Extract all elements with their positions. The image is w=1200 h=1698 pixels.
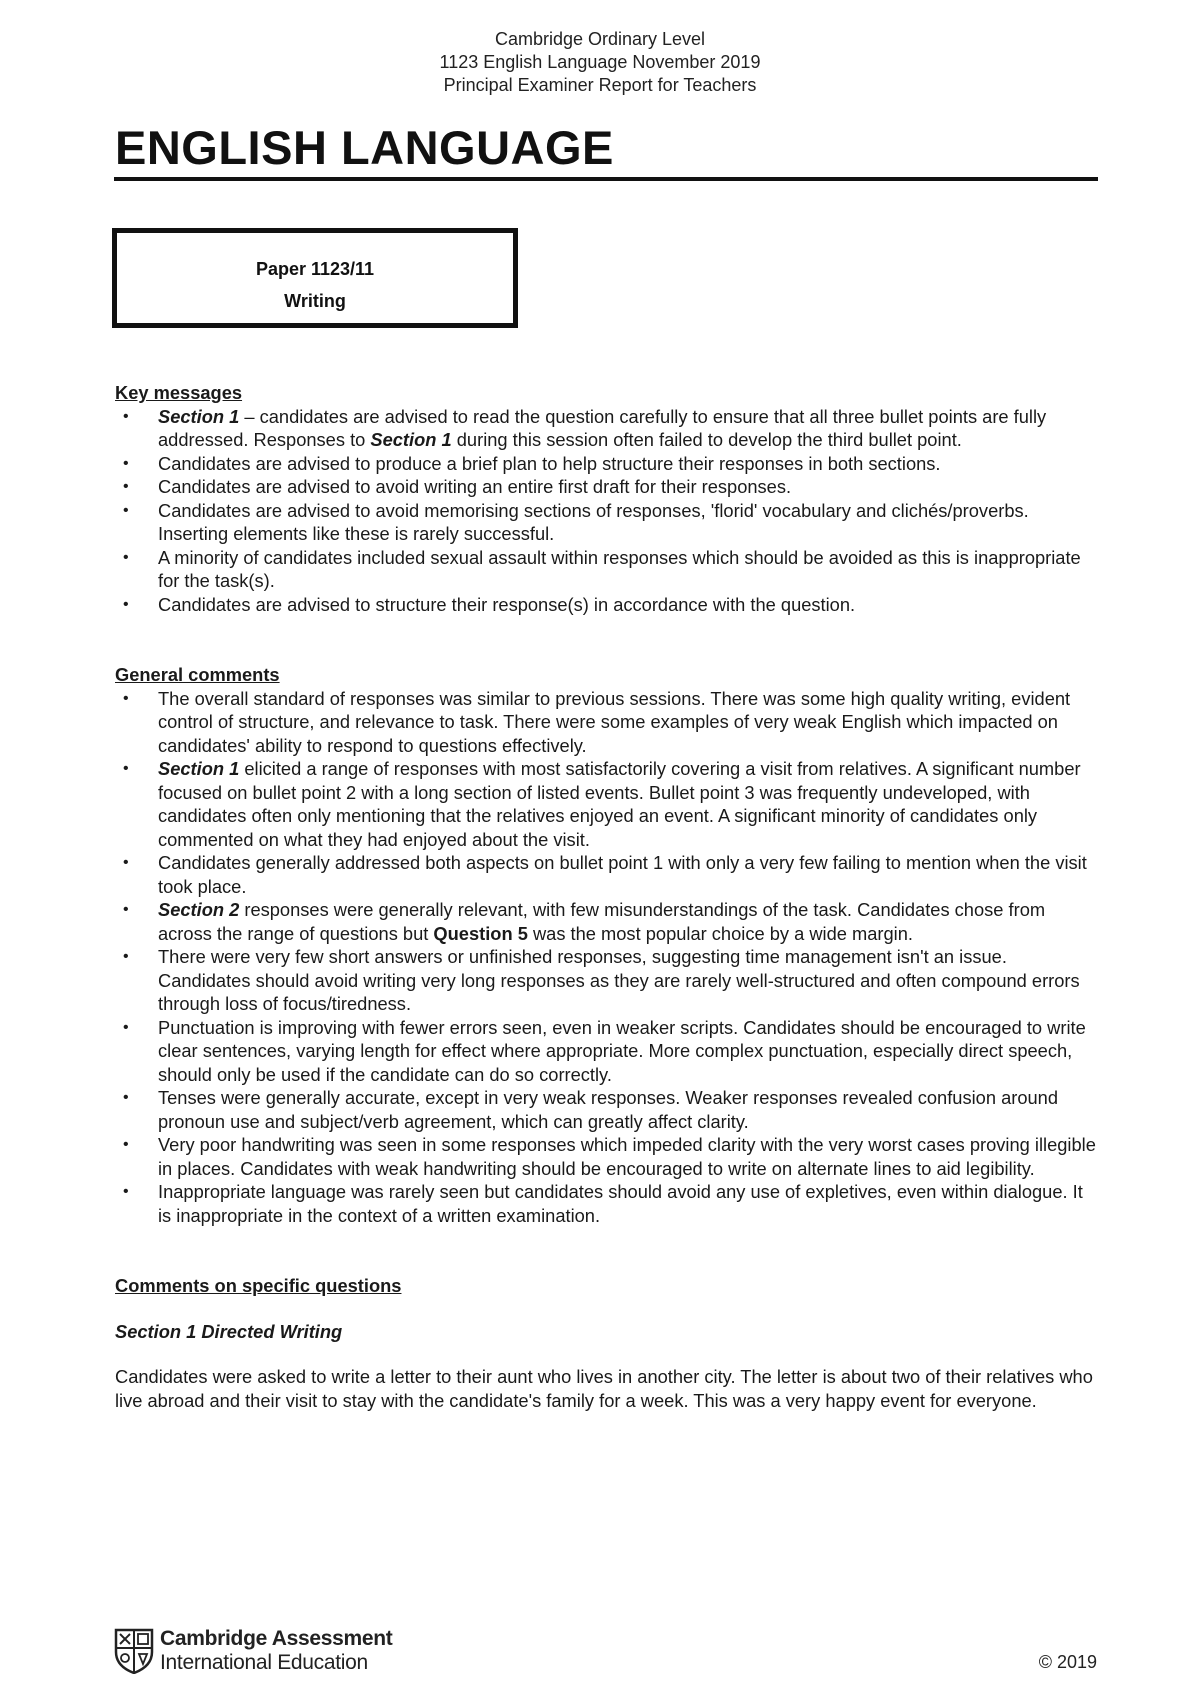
list-item [115,1086,1100,1133]
logo-line-2: International Education [160,1651,368,1674]
section-ref: Section 1 [370,429,452,450]
header-qualification: Cambridge Ordinary Level [494,29,706,49]
bullet-icon: • [123,901,129,918]
bullet-icon: • [123,548,129,566]
item-text: There were very few short answers or unfinished responses, suggesting time management isn't an issue. Candidates should avoid writing very long responses as they are rarely well-structured and often compound errors through loss of focus/tiredness. [158,946,1080,1014]
section-ref: Section 1 [158,405,240,427]
bullet-icon: • [123,501,129,519]
bullet-icon: • [123,1018,129,1036]
list-item [115,546,1100,593]
paper-component: Writing [284,291,346,311]
list-item [115,405,1100,452]
key-messages-heading: Key messages [115,382,243,403]
item-text: Candidates are advised to avoid memorising sections of responses, 'florid' vocabulary and clichés/proverbs. Inserting elements like these is rarely successful. [158,499,1029,544]
item-text: The overall standard of responses was similar to previous sessions. There was some high quality writing, evident control of structure, and relevance to task. There were some examples of very weak English which impacted on candidates' ability to respond to questions effectively. [158,687,1071,756]
list-item [115,757,1100,851]
bullet-icon: • [123,854,129,871]
bullet-icon: • [123,1089,129,1106]
paper-info-box [112,228,518,328]
item-text: during this session often failed to develop the third bullet point. [451,429,962,450]
shield-crest-icon [114,1628,154,1674]
bullet-icon: • [123,1136,129,1153]
bullet-icon: • [123,760,129,777]
title-rule [114,177,1098,181]
item-text: Candidates are advised to avoid writing an entire first draft for their responses. [158,476,792,497]
logo-wordmark [160,1627,392,1675]
item-text: Tenses were generally accurate, except in very weak responses. Weaker responses revealed confusion around pronoun use and subject/verb agreement, which can greatly affect clarity. [158,1087,1058,1132]
bullet-icon: • [123,407,129,425]
item-text: Candidates generally addressed both aspects on bullet point 1 with only a very few failing to mention when the visit took place. [158,852,1087,897]
bullet-icon: • [123,1183,129,1200]
item-text: Candidates are advised to produce a brief plan to help structure their responses in both sections. [158,452,941,474]
item-text: A minority of candidates included sexual assault within responses which should be avoided as this is inappropriate for the task(s). [158,546,1081,591]
list-item [115,452,1100,476]
list-item [115,1016,1100,1087]
section-1-heading: Section 1 Directed Writing [115,1320,343,1342]
list-item [115,687,1100,758]
item-text: responses were generally relevant, with few misunderstandings of the task. Candidates chose from across the range of questions but [158,899,1046,944]
bullet-icon: • [123,948,129,965]
logo-line-1: Cambridge Assessment [160,1627,393,1650]
bullet-icon: • [123,689,129,707]
item-text: Candidates are advised to structure their response(s) in accordance with the question. [158,593,856,615]
header-report-type: Principal Examiner Report for Teachers [443,75,757,95]
header-syllabus: 1123 English Language November 2019 [439,52,761,72]
list-item [115,1133,1100,1180]
list-item [115,499,1100,546]
item-text: Punctuation is improving with fewer errors seen, even in weaker scripts. Candidates should be encouraged to write clear sentences, varying length for effect where appropriate. More complex punctuation, especially direct speech, should only be used if the candidate can do so correctly. [158,1016,1086,1085]
bullet-icon: • [123,595,129,613]
general-comments-list [115,687,1100,1228]
item-text: Inappropriate language was rarely seen but candidates should avoid any use of expletives, even within dialogue. It is inappropriate in the context of a written examination. [158,1181,1083,1226]
item-text: – candidates are advised to read the question carefully to ensure that all three bullet points are fully addressed. Responses to [158,405,1047,450]
bullet-icon: • [123,454,129,472]
bullet-icon: • [123,478,129,495]
general-comments-heading: General comments [115,664,280,685]
item-text: Very poor handwriting was seen in some responses which impeded clarity with the very worst cases proving illegible in places. Candidates with weak handwriting should be encouraged to write on alternate lines to aid legibility. [158,1134,1096,1179]
list-item [115,475,1100,499]
paper-number: Paper 1123/11 [255,259,375,279]
cambridge-logo [114,1628,404,1676]
specific-questions-heading: Comments on specific questions [115,1275,402,1296]
section-ref: Section 1 [158,758,240,779]
report-body [115,381,1100,1412]
section-1-paragraph: Candidates were asked to write a letter to their aunt who lives in another city. The letter is about two of their relatives who live abroad and their visit to stay with the candidate's family for a week. This was a very happy event for everyone. [115,1366,1093,1411]
copyright-notice: © 2019 [1038,1652,1097,1672]
question-ref: Question 5 [433,922,528,944]
list-item [115,898,1100,945]
item-text: was the most popular choice by a wide margin. [527,922,913,944]
list-item [115,1180,1100,1227]
report-header [0,28,1200,97]
page-title: ENGLISH LANGUAGE [115,121,614,174]
item-text: elicited a range of responses with most satisfactorily covering a visit from relatives. A significant number focused on bullet point 2 with a long section of listed events. Bullet point 3 was frequently undeveloped, with candidates often only mentioning that the relatives enjoyed an event. A significant minority of candidates only commented on what they had enjoyed about the visit. [158,758,1081,850]
list-item [115,945,1100,1016]
list-item [115,593,1100,617]
list-item [115,851,1100,898]
section-ref: Section 2 [158,899,240,920]
key-messages-list [115,405,1100,617]
